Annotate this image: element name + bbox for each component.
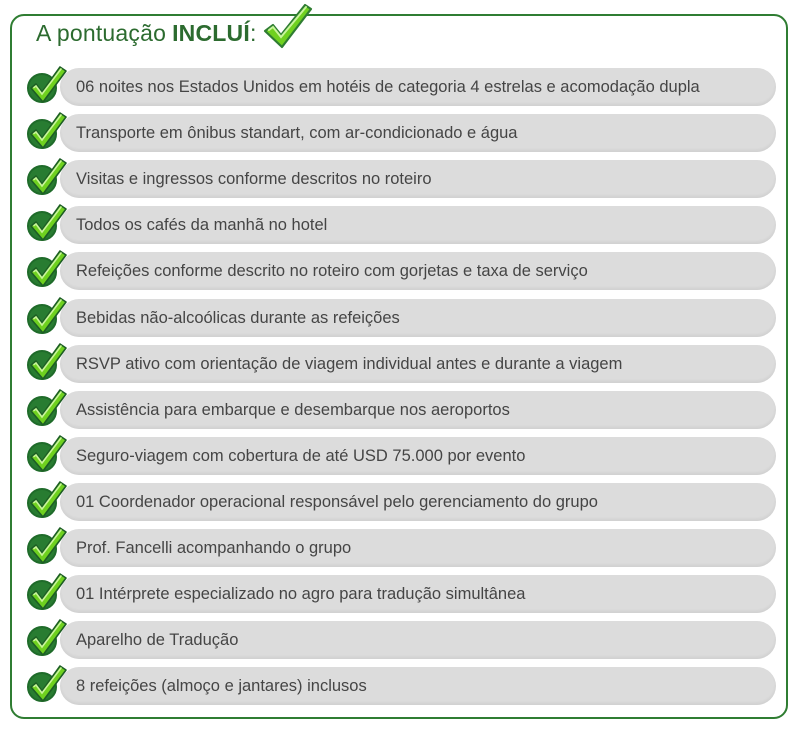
list-item (30, 575, 776, 613)
list-item (30, 68, 776, 106)
list-item (30, 299, 776, 337)
item-label: RSVP ativo com orientação de viagem individual antes e durante a viagem (76, 354, 623, 373)
check-circle-icon (22, 661, 70, 709)
item-label: 8 refeições (almoço e jantares) inclusos (76, 677, 367, 696)
check-circle-icon (22, 293, 70, 341)
item-label: Aparelho de Tradução (76, 631, 239, 650)
list-item (30, 252, 776, 290)
list-item (30, 114, 776, 152)
list-item (30, 160, 776, 198)
item-label: Assistência para embarque e desembarque nos aeroportos (76, 400, 510, 419)
list-item (30, 437, 776, 475)
check-circle-icon (22, 431, 70, 479)
item-label: Bebidas não-alcoólicas durante as refeições (76, 308, 400, 327)
item-label: 06 noites nos Estados Unidos em hotéis de categoria 4 estrelas e acomodação dupla (76, 78, 700, 96)
check-icon (261, 1, 313, 51)
header-prefix: A pontuação (36, 19, 167, 46)
item-label: 01 Intérprete especializado no agro para tradução simultânea (76, 585, 526, 604)
header-bold-word: INCLUÍ (172, 19, 250, 46)
check-circle-icon (22, 615, 70, 663)
check-circle-icon (22, 385, 70, 433)
check-circle-icon (22, 569, 70, 617)
check-circle-icon (22, 339, 70, 387)
list-item (30, 483, 776, 521)
list-item (30, 529, 776, 567)
list-item (30, 391, 776, 429)
list-item (30, 206, 776, 244)
item-label: Visitas e ingressos conforme descritos no roteiro (76, 170, 432, 189)
item-label: Transporte em ônibus standart, com ar-condicionado e água (76, 124, 518, 143)
list-item (30, 667, 776, 705)
list-item (30, 345, 776, 383)
item-label: 01 Coordenador operacional responsável pelo gerenciamento do grupo (76, 492, 598, 511)
item-label: Todos os cafés da manhã no hotel (76, 216, 328, 235)
check-circle-icon (22, 200, 70, 248)
check-circle-icon (22, 246, 70, 294)
panel-header (36, 8, 313, 58)
check-circle-icon (22, 62, 70, 110)
list-item (30, 621, 776, 659)
item-label: Prof. Fancelli acompanhando o grupo (76, 539, 352, 557)
check-circle-icon (22, 523, 70, 571)
header-colon: : (249, 19, 257, 46)
check-circle-icon (22, 477, 70, 525)
check-circle-icon (22, 108, 70, 156)
item-label: Seguro-viagem com cobertura de até USD 75.000 por evento (76, 446, 526, 465)
item-label: Refeições conforme descrito no roteiro com gorjetas e taxa de serviço (76, 262, 588, 281)
check-circle-icon (22, 154, 70, 202)
